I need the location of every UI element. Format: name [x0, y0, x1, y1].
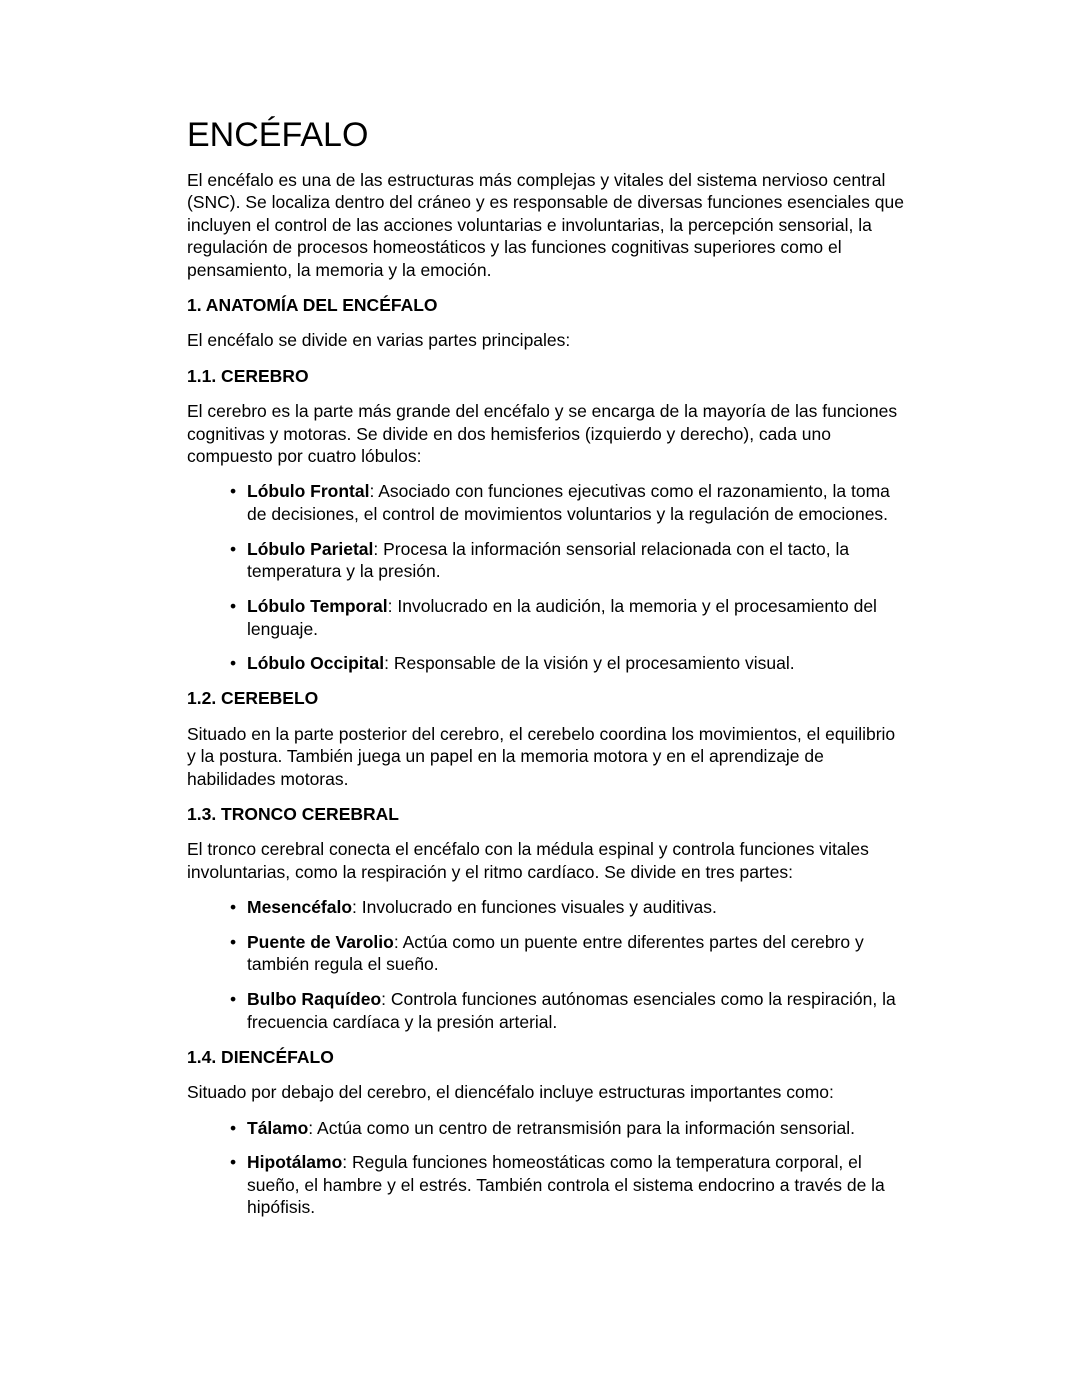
- bullet-icon: •: [230, 1117, 237, 1138]
- intro-paragraph: El encéfalo es una de las estructuras más complejas y vitales del sistema nervioso central (SNC). Se localiza dentro del cráneo y es responsable de diversas funciones esenciales que incluyen el control de las acciones voluntarias e involuntarias, la percepción sensorial, la regulación de procesos homeostáticos y las funciones cognitivas superiores como el pensamiento, la memoria y la emoción.: [187, 170, 904, 280]
- list-item: [187, 1151, 907, 1218]
- list-item-desc: : Controla funciones autónomas esenciales como la respiración, la frecuencia cardíaca y la presión arterial.: [247, 989, 896, 1032]
- list-item-desc: : Asociado con funciones ejecutivas como el razonamiento, la toma de decisiones, el control de movimientos voluntarios y la regulación de emociones.: [247, 481, 890, 524]
- bullet-icon: •: [230, 932, 237, 953]
- list-item: [187, 595, 907, 640]
- list-item-desc: : Regula funciones homeostáticas como la temperatura corporal, el sueño, el hambre y el estrés. También controla el sistema endocrino a través de la hipófisis.: [247, 1152, 885, 1218]
- list-item-term: Lóbulo Temporal: [247, 596, 388, 617]
- section-cerebelo-text: Situado en la parte posterior del cerebro, el cerebelo coordina los movimientos, el equilibrio y la postura. También juega un papel en la memoria motora y en el aprendizaje de habilidades motoras.: [187, 723, 896, 789]
- bullet-icon: •: [230, 989, 237, 1010]
- list-item-desc: : Procesa la información sensorial relacionada con el tacto, la temperatura y la presión.: [247, 538, 850, 582]
- bullet-icon: •: [230, 481, 237, 502]
- list-item-desc: : Involucrado en funciones visuales y auditivas.: [352, 897, 717, 918]
- list-item-term: Mesencéfalo: [247, 897, 353, 918]
- list-item-desc: : Involucrado en la audición, la memoria y el procesamiento del lenguaje.: [247, 596, 877, 639]
- list-item-term: Tálamo: [247, 1117, 309, 1138]
- diencefalo-structures-list: [187, 1117, 907, 1219]
- list-item-term: Lóbulo Occipital: [247, 653, 385, 674]
- section-anatomia-text: El encéfalo se divide en varias partes principales:: [187, 330, 571, 351]
- list-item-term: Lóbulo Frontal: [247, 481, 370, 502]
- list-item: [187, 896, 907, 918]
- list-item-term: Puente de Varolio: [247, 932, 394, 953]
- list-item: [187, 480, 907, 525]
- list-item-term: Hipotálamo: [247, 1152, 343, 1173]
- document-page: [187, 112, 907, 1231]
- bullet-icon: •: [230, 538, 237, 559]
- section-heading-tronco: 1.3. TRONCO CEREBRAL: [187, 803, 399, 824]
- section-tronco-text: El tronco cerebral conecta el encéfalo con la médula espinal y controla funciones vitales involuntarias, como la respiración y el ritmo cardíaco. Se divide en tres partes:: [187, 839, 869, 882]
- list-item: [187, 652, 907, 674]
- section-heading-anatomia: 1. ANATOMÍA DEL ENCÉFALO: [187, 295, 438, 316]
- list-item: [187, 931, 907, 976]
- document-title: ENCÉFALO: [187, 116, 369, 154]
- section-diencefalo-text: Situado por debajo del cerebro, el diencéfalo incluye estructuras importantes como:: [187, 1082, 834, 1103]
- tronco-parts-list: [187, 896, 907, 1033]
- list-item-desc: : Actúa como un centro de retransmisión para la información sensorial.: [308, 1117, 855, 1138]
- section-heading-cerebelo: 1.2. CEREBELO: [187, 688, 319, 709]
- bullet-icon: •: [230, 1152, 237, 1173]
- list-item-desc: : Actúa como un puente entre diferentes partes del cerebro y también regula el sueño.: [247, 932, 864, 975]
- section-cerebro-text: El cerebro es la parte más grande del encéfalo y se encarga de la mayoría de las funciones cognitivas y motoras. Se divide en dos hemisferios (izquierdo y derecho), cada uno compuesto por cuatro lóbulos:: [187, 401, 898, 467]
- list-item: [187, 538, 907, 583]
- list-item: [187, 1117, 907, 1139]
- bullet-icon: •: [230, 897, 237, 918]
- list-item-desc: : Responsable de la visión y el procesamiento visual.: [384, 653, 795, 674]
- cerebro-lobes-list: [187, 480, 907, 674]
- section-heading-cerebro: 1.1. CEREBRO: [187, 365, 309, 386]
- list-item-term: Bulbo Raquídeo: [247, 989, 382, 1010]
- section-heading-diencefalo: 1.4. DIENCÉFALO: [187, 1046, 334, 1067]
- list-item: [187, 988, 907, 1033]
- bullet-icon: •: [230, 596, 237, 617]
- list-item-term: Lóbulo Parietal: [247, 538, 374, 559]
- bullet-icon: •: [230, 653, 237, 674]
